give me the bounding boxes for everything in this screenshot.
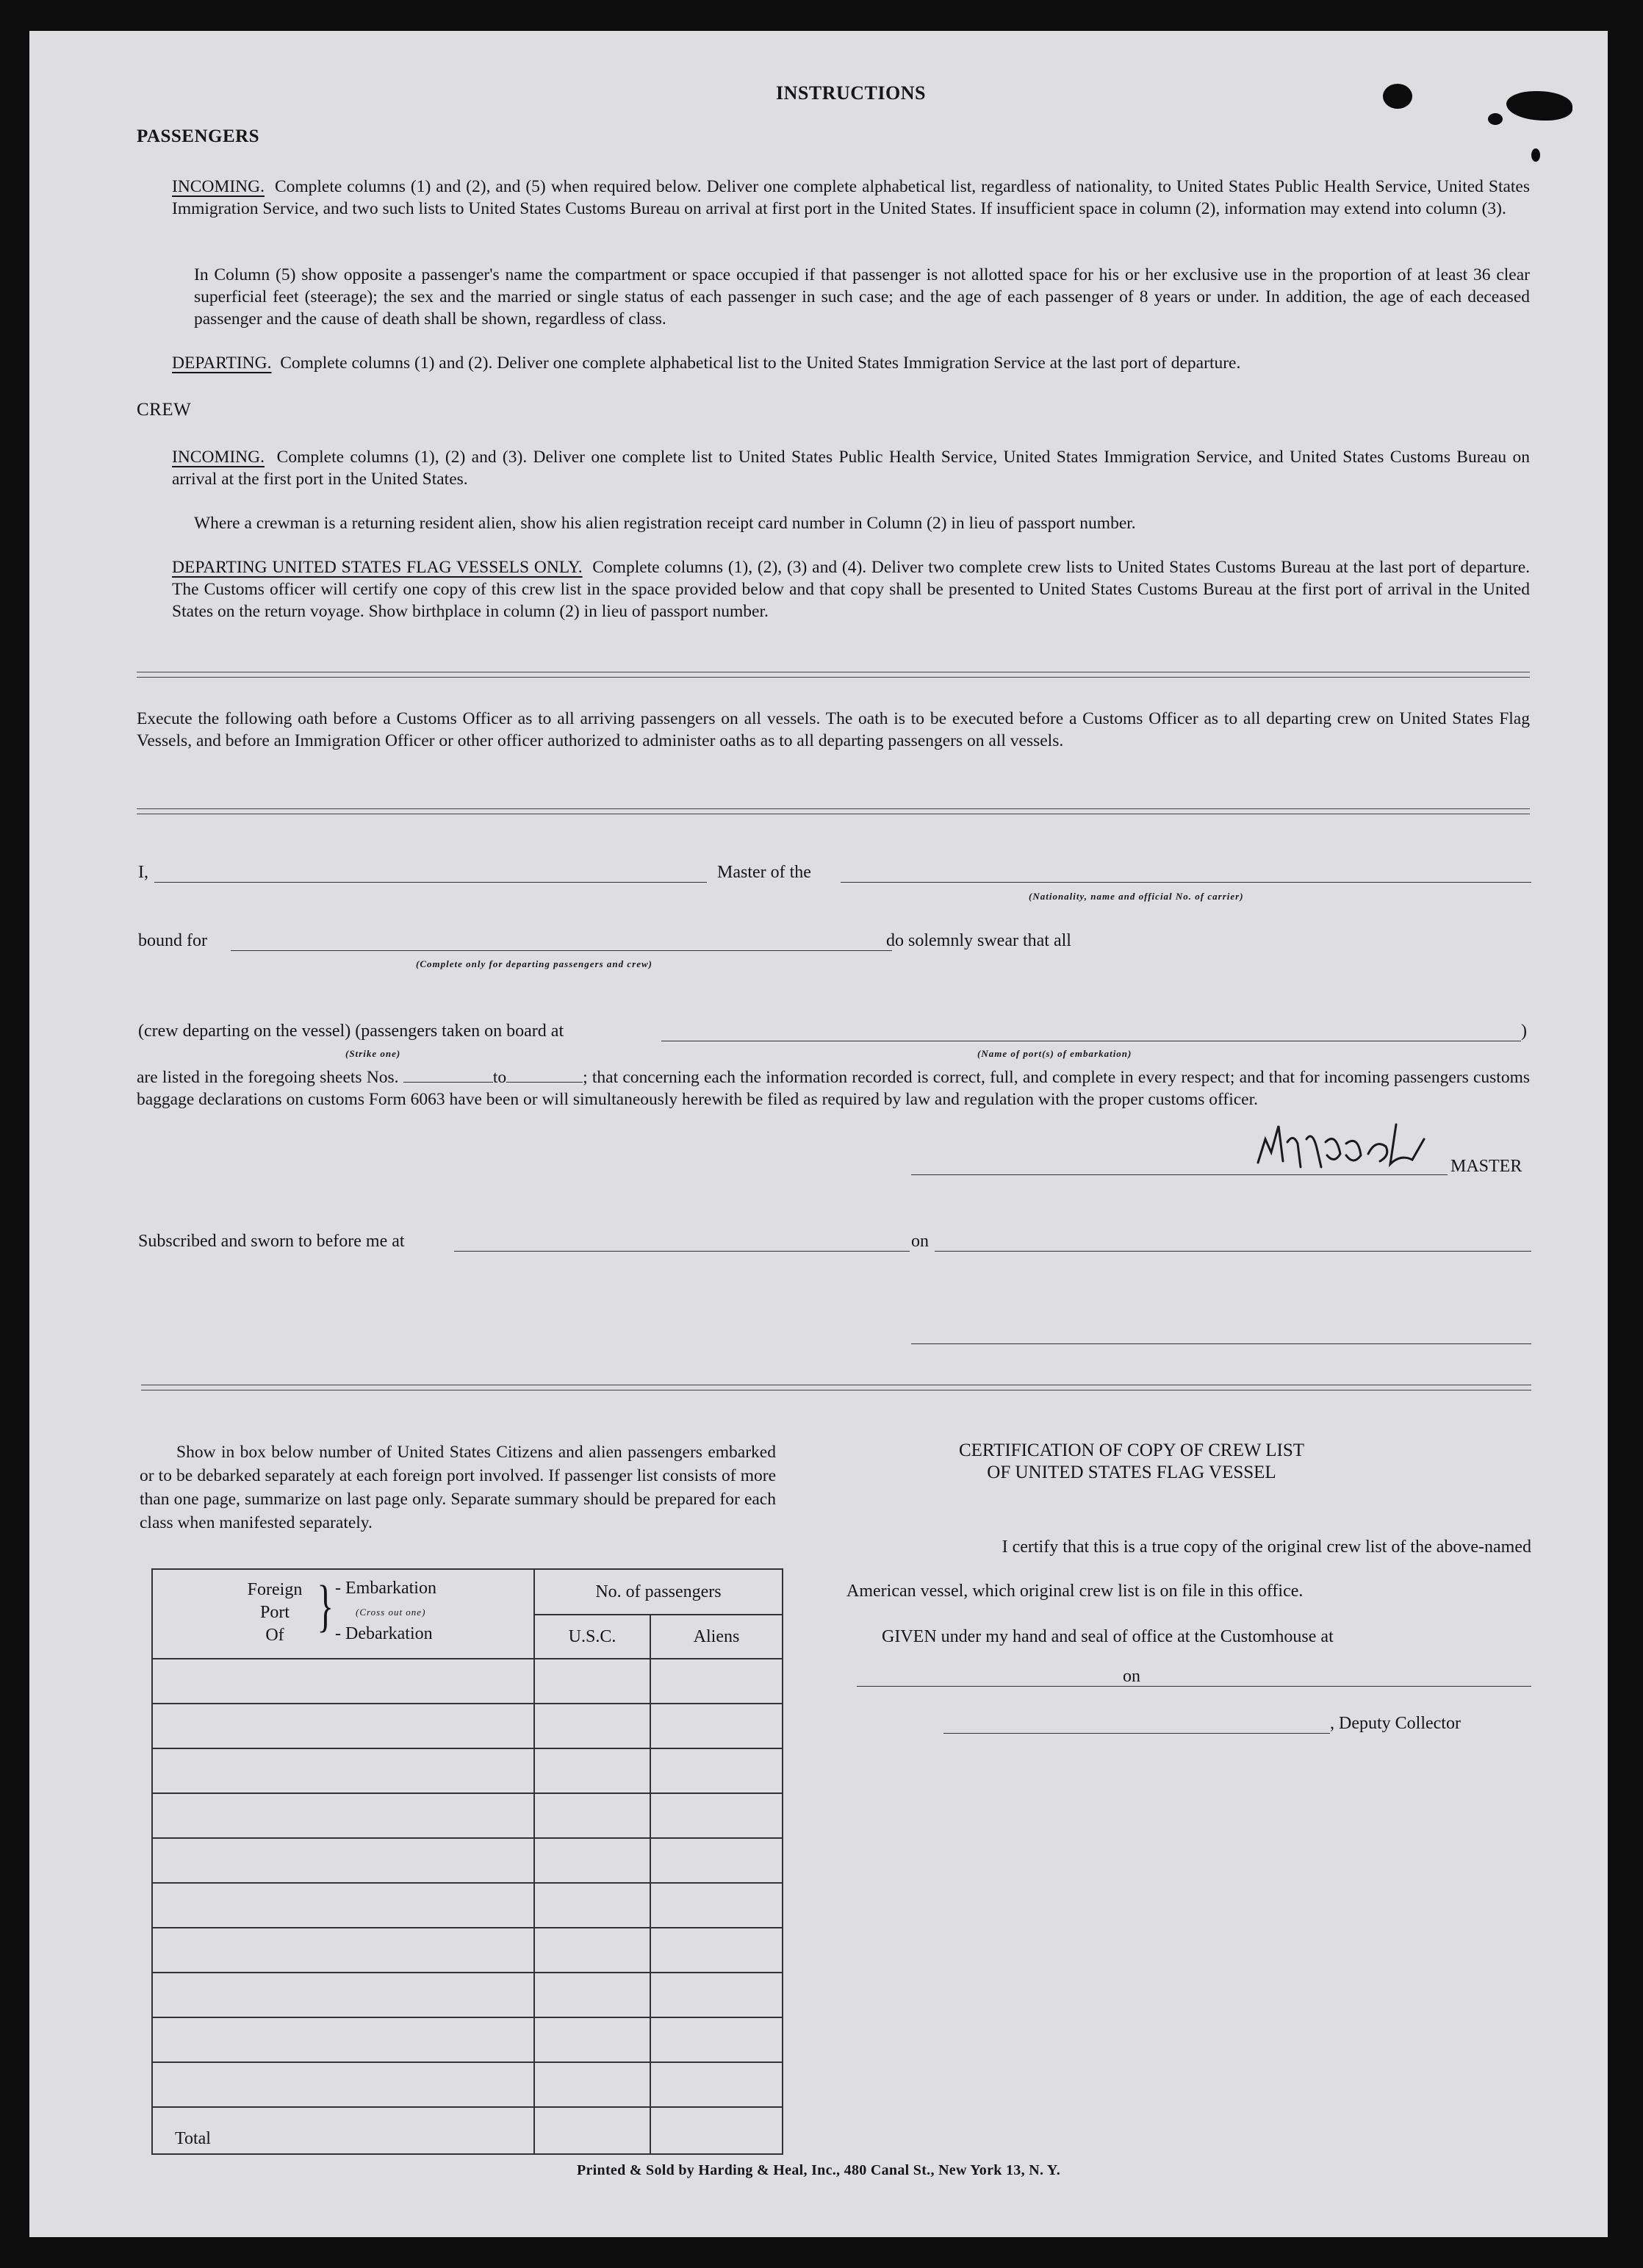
crew-departing-label: DEPARTING UNITED STATES FLAG VESSELS ONLY.	[172, 558, 583, 577]
col-header-passengers: No. of passengers	[534, 1569, 783, 1615]
passengers-departing-label: DEPARTING.	[172, 354, 272, 373]
form-sheet	[29, 31, 1608, 2237]
ink-blot	[1488, 113, 1503, 125]
section-divider	[141, 1385, 1531, 1390]
oath-listed-text: are listed in the foregoing sheets Nos. to ; that concerning each the information recorded is correct, full, and complete in every respect; and that for incoming passengers customs baggage declarations on customs Form 6063 have been or will simultaneously herewith be filed as required by law and regulation with the proper customs officer.	[137, 1068, 1530, 1109]
ports-caption: (Name of port(s) of embarkation)	[977, 1048, 1132, 1059]
section-divider	[137, 672, 1530, 678]
handwritten-signature	[1249, 1110, 1440, 1177]
oath-close-paren: )	[1521, 1022, 1527, 1041]
oath-swear: do solemnly swear that all	[886, 931, 1071, 950]
passengers-incoming-label: INCOMING.	[172, 177, 265, 196]
sheet-to-field[interactable]	[506, 1067, 583, 1083]
oath-bound-for: bound for	[138, 931, 207, 950]
printer-footer: Printed & Sold by Harding & Heal, Inc., 480 Canal St., New York 13, N. Y.	[576, 2162, 1061, 2178]
passenger-summary-table	[151, 1568, 783, 2155]
table-row	[152, 1704, 783, 1748]
passengers-heading: PASSENGERS	[137, 126, 260, 146]
total-label: Total	[152, 2107, 534, 2154]
oath-intro: Execute the following oath before a Customs Officer as to all arriving passengers on all vessels. The oath is to be executed before a Customs Officer as to all departing crew on United States Flag Vessels, and before an Immigration Officer or other officer authorized to administer oaths as to all departing passengers on all vessels.	[137, 709, 1530, 750]
bound-caption: (Complete only for departing passengers and crew)	[416, 958, 652, 969]
table-row	[152, 1838, 783, 1883]
total-usc-cell[interactable]	[534, 2107, 650, 2154]
col-header-foreign-port: Foreign Port Of } - Embarkation (Cross out one) - Debarkation	[152, 1569, 534, 1659]
table-row	[152, 2062, 783, 2107]
sworn-date-field[interactable]	[935, 1251, 1531, 1252]
total-aliens-cell[interactable]	[650, 2107, 783, 2154]
total-row	[152, 2107, 783, 2154]
passengers-departing-text: DEPARTING. Complete columns (1) and (2). Deliver one complete alphabetical list to the United States Immigration Service at the last port of departure.	[172, 354, 1241, 373]
oath-subscribed: Subscribed and sworn to before me at	[138, 1232, 405, 1251]
customhouse-field[interactable]	[857, 1686, 1151, 1687]
passengers-column5-text: In Column (5) show opposite a passenger's name the compartment or space occupied if that passenger is not allotted space for his or her exclusive use in the proportion of at least 36 clear superficial feet (steerage); the sex and the married or single status of each passenger in such case; and the age of each passenger of 8 years or under. In addition, the age of each deceased passenger and the cause of death shall be shown, regardless of class.	[194, 265, 1530, 329]
crew-resident-text: Where a crewman is a returning resident alien, show his alien registration receipt card number in Column (2) in lieu of passport number.	[194, 514, 1136, 533]
crew-incoming-label: INCOMING.	[172, 448, 265, 467]
officer-signature-line[interactable]	[911, 1343, 1531, 1344]
certification-title-2: OF UNITED STATES FLAG VESSEL	[987, 1463, 1276, 1482]
strike-one-caption: (Strike one)	[345, 1048, 401, 1059]
master-label: MASTER	[1450, 1157, 1522, 1176]
table-row	[152, 1748, 783, 1793]
cross-out-caption: (Cross out one)	[356, 1607, 426, 1618]
table-row	[152, 1928, 783, 1973]
col-header-usc: U.S.C.	[534, 1615, 650, 1659]
summary-text: Show in box below number of United States Citizens and alien passengers embarked or to be debarked separately at each foreign port involved. If passenger list consists of more than one page, summarize on last page only. Separate summary should be prepared for each class when manifested separately.	[140, 1443, 776, 1532]
passengers-incoming-text: INCOMING. Complete columns (1) and (2), and (5) when required below. Deliver one complete alphabetical list, regardless of nationality, to United States Public Health Service, United States Immigration Service, and two such lists to United States Customs Bureau on arrival at first port in the United States. If insufficient space in column (2), information may extend into column (3).	[172, 177, 1531, 218]
oath-crew-departing: (crew departing on the vessel) (passengers taken on board at	[138, 1022, 564, 1041]
embarkation-label: - Embarkation	[335, 1579, 436, 1598]
certification-date-field[interactable]	[1146, 1686, 1531, 1687]
bound-for-field[interactable]	[231, 950, 892, 951]
table-row	[152, 1793, 783, 1838]
crew-incoming-text: INCOMING. Complete columns (1), (2) and (3). Deliver one complete list to United States Public Health Service, United States Immigration Service, and United States Customs Bureau on arrival at the first port in the United States.	[172, 448, 1531, 489]
crew-departing-text: DEPARTING UNITED STATES FLAG VESSELS ONLY. Complete columns (1), (2), (3) and (4). Deliver two complete crew lists to United States Customs Bureau at the last port of departure. The Customs officer will certify one copy of this crew list in the space provided below and that copy shall be presented to United States Customs Bureau at the first port of arrival in the United States on the return voyage. Show birthplace in column (2) in lieu of passport number.	[172, 558, 1531, 621]
page-title: INSTRUCTIONS	[776, 82, 926, 104]
sheet-from-field[interactable]	[403, 1067, 493, 1083]
certification-line2: American vessel, which original crew list is on file in this office.	[846, 1582, 1304, 1601]
ink-blot	[1383, 84, 1412, 109]
certification-line1: I certify that this is a true copy of the original crew list of the above-named	[1002, 1537, 1531, 1557]
carrier-caption: (Nationality, name and official No. of carrier)	[1029, 891, 1244, 902]
carrier-field[interactable]	[841, 882, 1531, 883]
certification-on-word: on	[1123, 1667, 1140, 1686]
deputy-signature-line[interactable]	[943, 1733, 1330, 1734]
oath-i-label: I,	[138, 863, 148, 882]
master-name-field[interactable]	[154, 882, 707, 883]
table-row	[152, 2017, 783, 2062]
ink-blot	[1506, 91, 1572, 121]
debarkation-label: - Debarkation	[335, 1624, 433, 1643]
table-row	[152, 1659, 783, 1704]
ink-blot	[1531, 148, 1540, 162]
certification-title-1: CERTIFICATION OF COPY OF CREW LIST	[958, 1440, 1305, 1460]
table-row	[152, 1973, 783, 2017]
oath-master-of-the: Master of the	[717, 863, 811, 882]
deputy-collector-label: , Deputy Collector	[1330, 1714, 1461, 1733]
oath-on-word: on	[911, 1232, 929, 1251]
certification-line3: GIVEN under my hand and seal of office at the Customhouse at	[882, 1627, 1334, 1646]
table-row	[152, 1883, 783, 1928]
col-header-aliens: Aliens	[650, 1615, 783, 1659]
crew-heading: CREW	[137, 400, 192, 420]
section-divider	[137, 808, 1530, 814]
brace-icon: }	[317, 1573, 334, 1637]
sworn-place-field[interactable]	[454, 1251, 910, 1252]
